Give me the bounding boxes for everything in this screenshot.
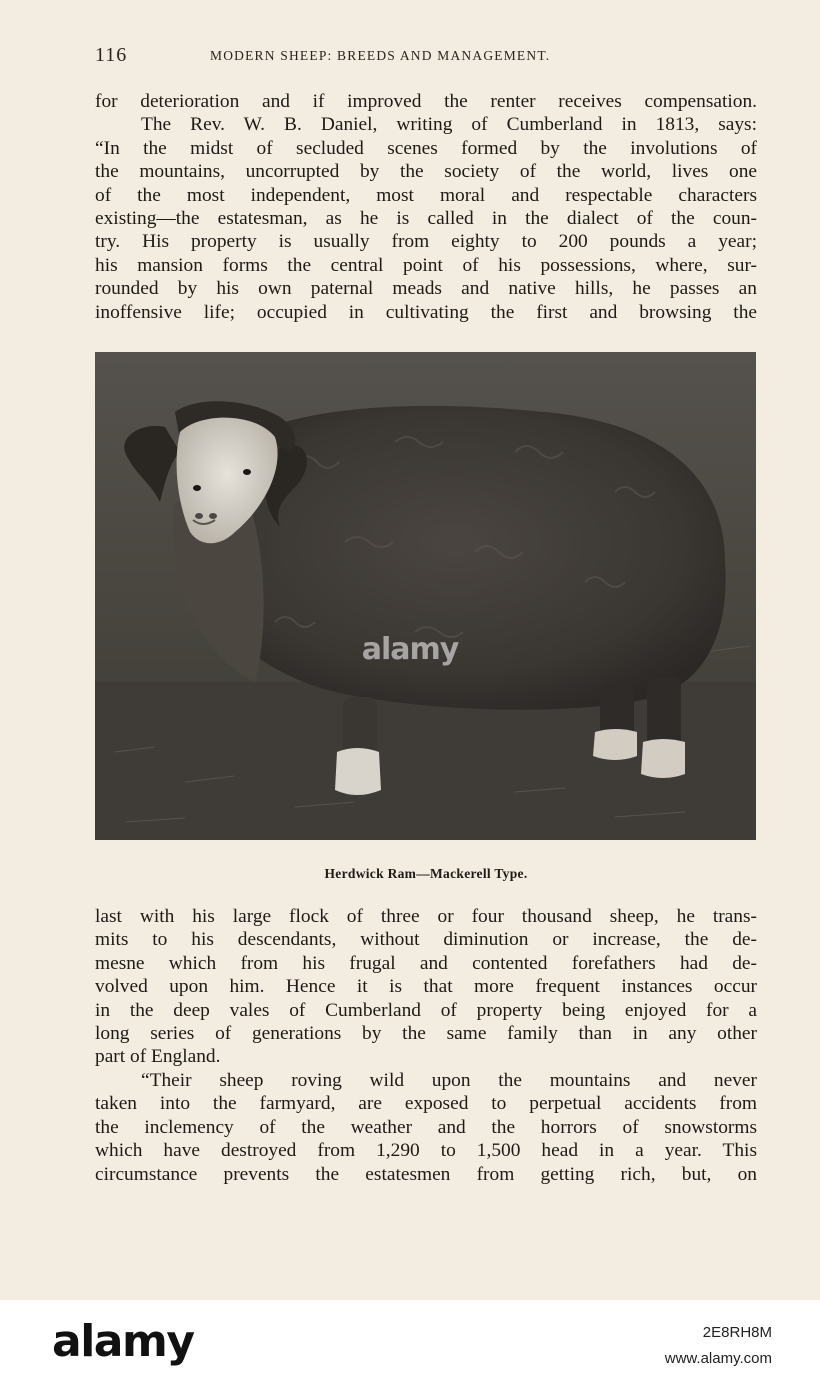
text-line: last with his large flock of three or four thousand sheep, he trans- (95, 906, 757, 927)
text-line: the inclemency of the weather and the horrors of snowstorms (95, 1116, 757, 1138)
text-line: which have destroyed from 1,290 to 1,500 head in a year. This (95, 1140, 757, 1162)
text-line: taken into the farmyard, are exposed to perpetual accidents from (95, 1093, 757, 1115)
text-line: mesne which from his frugal and contented forefathers had de- (95, 952, 757, 974)
text-line: “Their sheep roving wild upon the mountains and never (141, 1070, 757, 1091)
herdwick-ram-photo (95, 352, 756, 840)
paragraph-top (95, 90, 757, 324)
text-line: inoffensive life; occupied in cultivating the first and browsing the (95, 301, 757, 323)
text-line: his mansion forms the central point of his possessions, where, sur- (95, 254, 757, 276)
stock-footer-bar (0, 1300, 820, 1390)
text-line: volved upon him. Hence it is that more frequent instances occur (95, 976, 757, 998)
plate-caption: Herdwick Ram—Mackerell Type. (324, 866, 528, 881)
text-line: “In the midst of secluded scenes formed by the involutions of (95, 137, 757, 159)
running-head: MODERN SHEEP: BREEDS AND MANAGEMENT. (210, 48, 551, 63)
text-line: The Rev. W. B. Daniel, writing of Cumberland in 1813, says: (141, 114, 757, 136)
text-line: try. His property is usually from eighty to 200 pounds a year; (95, 231, 757, 253)
text-line: part of England. (95, 1046, 221, 1068)
text-line: in the deep vales of Cumberland of property being enjoyed for a (95, 999, 757, 1021)
alamy-logo: alamy (52, 1316, 194, 1367)
text-line: the mountains, uncorrupted by the society of the world, lives one (95, 161, 757, 183)
site-url: www.alamy.com (664, 1350, 772, 1367)
page-header (95, 44, 755, 68)
text-line: of the most independent, most moral and respectable characters (95, 184, 757, 206)
paragraph-continued (95, 905, 757, 1069)
text-line: circumstance prevents the estatesmen from getting rich, but, on (95, 1163, 757, 1185)
text-line: long series of generations by the same family than in any other (95, 1023, 757, 1045)
alamy-watermark-overlay: alamy (361, 632, 459, 667)
ram-illustration (95, 352, 756, 840)
page-number: 116 (95, 44, 128, 66)
text-line: rounded by his own paternal meads and native hills, he passes an (95, 278, 757, 300)
text-line: for deterioration and if improved the renter receives compensation. (95, 91, 757, 112)
text-line: mits to his descendants, without diminution or increase, the de- (95, 929, 757, 951)
paragraph-sheep (95, 1069, 757, 1186)
text-line: existing—the estatesman, as he is called in the dialect of the coun- (95, 208, 757, 230)
image-id: 2E8RH8M (702, 1324, 772, 1341)
